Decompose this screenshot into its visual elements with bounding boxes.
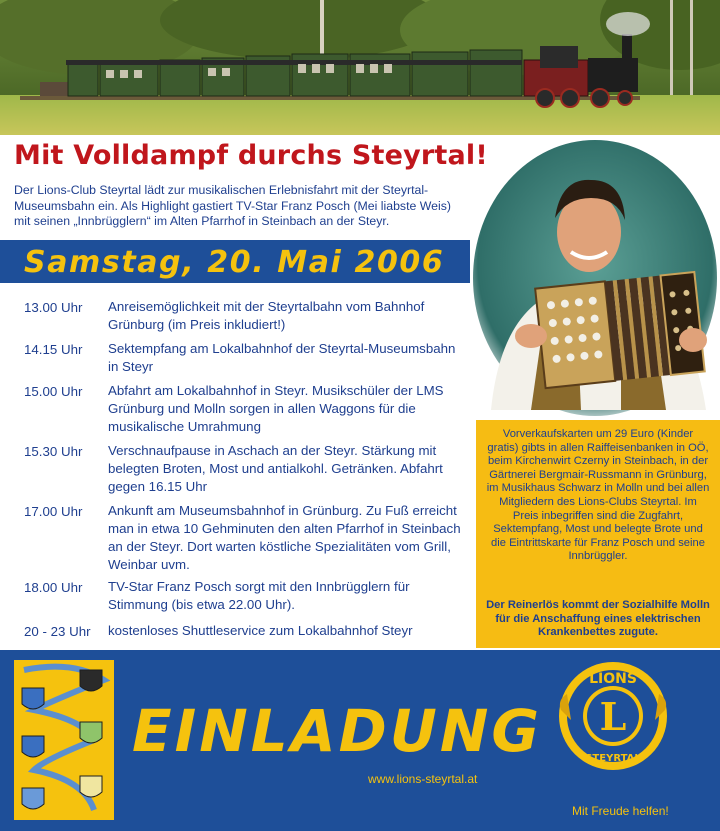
intro-text: Der Lions-Club Steyrtal lädt zur musikalischen Erlebnisfahrt mit der Steyrtal-Museumsbahn ein. Als Highlight gastiert TV-Star Franz Posch (Mei liabste Weis) mit seinen „Innbrügglern“ im Alten Pfarrhof in Steinbach an der Steyr.: [14, 183, 451, 228]
schedule-text: Ankunft am Museumsbahnhof in Grünburg. Zu Fuß erreicht man in etwa 10 Gehminuten den alten Pfarrhof in Steinbach an der Steyr. Dort warten köstliche Spezialitäten vom Grill, Weinbar uvm.: [108, 503, 461, 572]
schedule-time: 20 - 23 Uhr: [24, 624, 91, 639]
charity-note: Der Reinerlös kommt der Sozialhilfe Molln für die Anschaffung eines elektrischen Krankenbettes zugute.: [486, 599, 710, 639]
accordion-player-photo: [471, 140, 720, 420]
steam-train-photo: [0, 0, 720, 135]
website-link[interactable]: www.lions-steyrtal.at: [368, 772, 478, 786]
schedule-time: 15.00 Uhr: [24, 384, 83, 399]
ticket-info-text: Vorverkaufskarten um 29 Euro (Kinder gratis) gibts in allen Raiffeisenbanken in OÖ, beim Kirchenwirt Czerny in Steinbach, in der Gärtnerei Bergmair-Russmann in Grünburg, im Musikhaus Schwarz in Molln und bei allen Mitgliedern des Lions-Clubs Steyrtal. Im Preis inbegriffen sind die Zugfahrt, Sektempfang, Most und belegte Brote und die Eintrittskarte für Franz Posch und seine Innbrüggler.: [486, 428, 710, 563]
logo-top-text: LIONS: [589, 671, 637, 687]
schedule-time: 18.00 Uhr: [24, 580, 83, 595]
schedule-text: kostenloses Shuttleservice zum Lokalbahnhof Steyr: [108, 623, 413, 638]
invitation-title: EINLADUNG: [132, 697, 542, 765]
schedule-text: Abfahrt am Lokalbahnhof in Steyr. Musikschüler der LMS Grünburg und Molln sorgen in allen Waggons für die musikalische Umrahmung: [108, 383, 444, 434]
schedule-time: 17.00 Uhr: [24, 504, 83, 519]
schedule-time: 15.30 Uhr: [24, 444, 83, 459]
logo-bottom-text: STEYRTAL: [585, 753, 641, 764]
municipal-crests-icon: [14, 660, 114, 820]
schedule-text: Sektempfang am Lokalbahnhof der Steyrtal-Museumsbahn in Steyr: [108, 341, 456, 374]
headline: Mit Volldampf durchs Steyrtal!: [14, 140, 488, 171]
schedule-text: TV-Star Franz Posch sorgt mit den Innbrügglern für Stimmung (bis etwa 22.00 Uhr).: [108, 579, 410, 612]
slogan: Mit Freude helfen!: [572, 804, 669, 818]
schedule-time: 14.15 Uhr: [24, 342, 83, 357]
lions-club-logo-icon: [557, 660, 669, 772]
logo-letter: L: [599, 694, 627, 739]
schedule-text: Verschnaufpause in Aschach an der Steyr. Stärkung mit belegten Broten, Most und antialkohl. Getränken. Abfahrt gegen 16.15 Uhr: [108, 443, 443, 494]
schedule-text: Anreisemöglichkeit mit der Steyrtalbahn vom Bahnhof Grünburg (im Preis inkludiert!): [108, 299, 425, 332]
schedule-time: 13.00 Uhr: [24, 300, 83, 315]
event-date: Samstag, 20. Mai 2006: [24, 245, 445, 280]
